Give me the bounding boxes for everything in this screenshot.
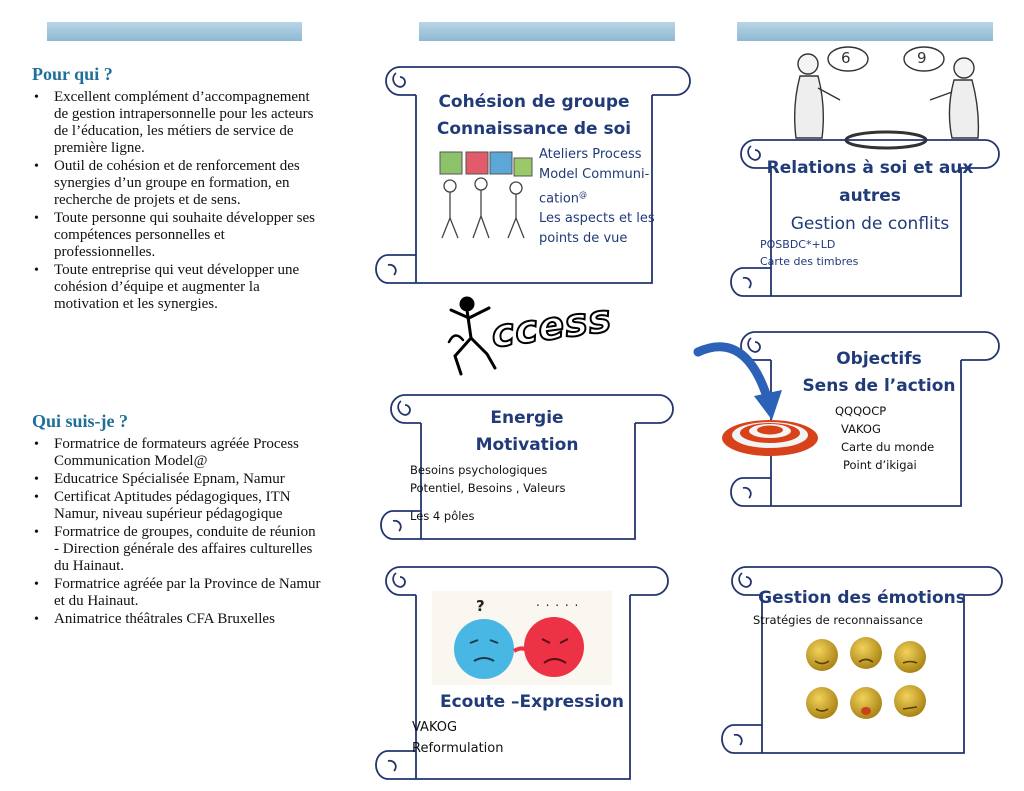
energie-line: Potentiel, Besoins , Valeurs [410, 481, 566, 495]
objectifs-title-line1: Objectifs [836, 349, 922, 369]
objectifs-body [835, 402, 975, 474]
cohesion-line: Model Communi- [539, 167, 650, 182]
header-band-right [737, 22, 993, 41]
list-item: • Formatrice de formateurs agréée Process Communication Model@ [32, 436, 322, 470]
emotion-faces-icon [802, 635, 932, 725]
ecoute-line: Reformulation [412, 741, 504, 756]
success-word: ccess [488, 295, 615, 357]
list-item: • Educatrice Spécialisée Epnam, Namur [32, 471, 322, 488]
ecoute-line: VAKOG [412, 720, 458, 735]
cohesion-line3-text: cation [539, 191, 580, 207]
pour-qui-list [32, 89, 322, 313]
pour-qui-heading: Pour qui ? [32, 64, 113, 84]
scroll-emotions [720, 553, 1004, 755]
pour-qui-section [32, 64, 322, 314]
bubble-right-text: 9 [917, 49, 927, 67]
list-item: • Formatrice de groupes, conduite de réunion - Direction générale des affaires culturelles du Hainaut. [32, 524, 322, 575]
objectifs-line: Carte du monde [841, 440, 935, 454]
relations-line: POSBDC*+LD [760, 238, 836, 251]
cohesion-title-line2: Connaissance de soi [436, 119, 632, 139]
ecoute-title: Ecoute –Expression [439, 692, 625, 712]
list-item: • Outil de cohésion et de renforcement des synergies d’un groupe en formation, en recherche de projets et de sens. [32, 158, 322, 209]
relations-title [759, 154, 981, 238]
relations-title-line2: autres [839, 186, 901, 206]
list-item: • Toute personne qui souhaite développer ses compétences personnelles et professionnelles. [32, 210, 322, 261]
qui-suis-je-section [32, 411, 322, 629]
energie-line: Besoins psychologiques [410, 463, 548, 477]
cohesion-line-3 [539, 185, 679, 209]
emotions-body: Stratégies de reconnaissance [753, 613, 923, 627]
energie-title-line1: Energie [490, 408, 564, 428]
faces-drawing [432, 591, 612, 685]
cohesion-line: Ateliers Process [539, 147, 642, 162]
list-item: • Animatrice théâtrales CFA Bruxelles [32, 611, 322, 628]
success-graphic [445, 296, 645, 380]
qui-suis-je-heading: Qui suis-je ? [32, 411, 129, 431]
relations-title-line1: Relations à soi et aux [766, 158, 974, 178]
cohesion-title-line1: Cohésion de groupe [438, 92, 630, 112]
scroll-relations [729, 126, 1001, 298]
list-item: • Excellent complément d’accompagnement de gestion intrapersonnelle pour les acteurs de l’éducation, les métiers de service de première ligne. [32, 89, 322, 157]
objectifs-title-line2: Sens de l’action [802, 376, 956, 396]
bubble-left-text: 6 [841, 49, 851, 67]
objectifs-line: QQQOCP [835, 404, 887, 418]
cohesion-title [414, 89, 654, 143]
relations-line: Carte des timbres [760, 255, 859, 268]
cohesion-line: points de vue [539, 231, 628, 247]
scroll-energie [379, 381, 675, 541]
target-arrow-icon [696, 336, 820, 466]
energie-body [410, 461, 650, 525]
energie-line: Les 4 pôles [410, 509, 475, 523]
cohesion-line: Les aspects et les [539, 211, 655, 227]
header-band-left [47, 22, 302, 41]
dots: . . . . . [536, 595, 580, 609]
emotions-title: Gestion des émotions [758, 588, 966, 608]
question-mark: ? [476, 597, 485, 615]
list-item: • Certificat Aptitudes pédagogiques, ITN Namur, niveau supérieur pédagogique [32, 489, 322, 523]
scroll-cohesion [374, 53, 692, 285]
energie-title [419, 405, 635, 459]
header-band-middle [419, 22, 675, 41]
list-item: • Formatrice agréée par la Province de Namur et du Hainaut. [32, 576, 322, 610]
list-item: • Toute entreprise qui veut développer une cohésion d’équipe et augmenter la motivation et les synergies. [32, 262, 322, 313]
cohesion-body [539, 145, 679, 249]
ecoute-body [412, 717, 632, 759]
cohesion-line3-sup: @ [579, 190, 588, 199]
energie-title-line2: Motivation [475, 435, 579, 455]
objectifs-line: Point d’ikigai [843, 458, 917, 472]
relations-subtitle: Gestion de conflits [790, 214, 950, 234]
puzzle-people-illustration [436, 148, 536, 243]
scroll-ecoute [374, 553, 670, 781]
two-faces-illustration [432, 591, 612, 685]
qui-suis-je-list [32, 436, 322, 628]
relations-body [760, 236, 980, 270]
objectifs-line: VAKOG [841, 422, 881, 436]
